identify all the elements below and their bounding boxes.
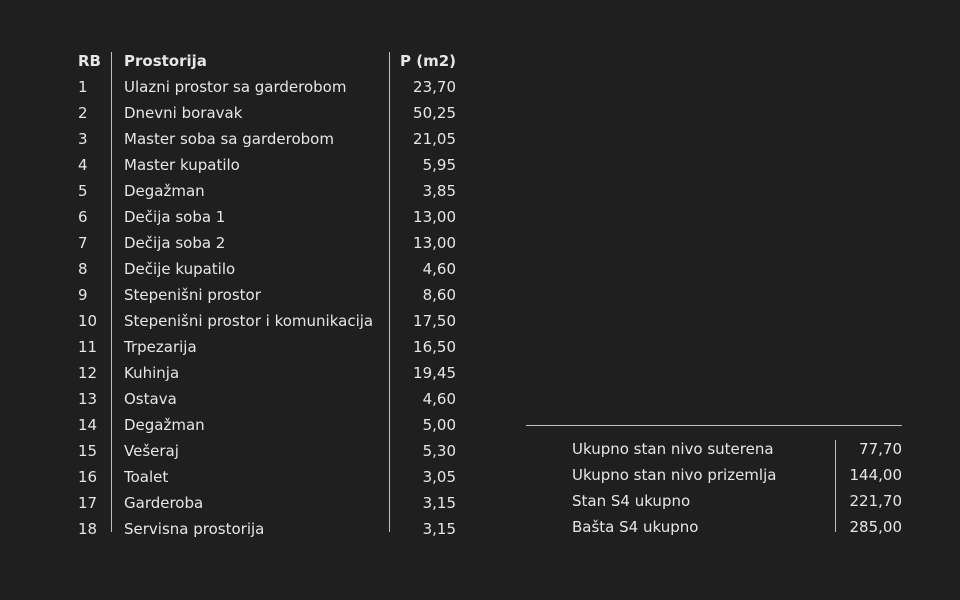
summary-row: [572, 436, 902, 462]
summary-row: [572, 488, 902, 514]
room-name: Vešeraj: [124, 442, 179, 460]
row-number: 1: [78, 78, 88, 96]
summary-row: [572, 462, 902, 488]
row-number: 11: [78, 338, 98, 356]
row-number: 6: [78, 208, 88, 226]
table-row: [78, 464, 456, 490]
room-area: 3,15: [422, 494, 456, 512]
row-number: 4: [78, 156, 88, 174]
room-name: Master kupatilo: [124, 156, 240, 174]
summary-value: 285,00: [849, 518, 902, 536]
table-row: [78, 126, 456, 152]
room-name: Kuhinja: [124, 364, 180, 382]
room-area: 4,60: [422, 260, 456, 278]
room-area: 3,05: [422, 468, 456, 486]
row-number: 3: [78, 130, 88, 148]
room-area: 19,45: [413, 364, 456, 382]
row-number: 18: [78, 520, 98, 538]
room-name: Trpezarija: [124, 338, 197, 356]
rb-column-divider: [111, 52, 112, 532]
table-row: [78, 178, 456, 204]
area-column-divider: [389, 52, 390, 532]
row-number: 5: [78, 182, 88, 200]
table-row: [78, 74, 456, 100]
row-number: 2: [78, 104, 88, 122]
summary-table: [572, 436, 902, 540]
row-number: 13: [78, 390, 98, 408]
room-area: 21,05: [413, 130, 456, 148]
table-row: [78, 204, 456, 230]
summary-label: Ukupno stan nivo suterena: [572, 440, 774, 458]
room-name: Dečija soba 2: [124, 234, 226, 252]
table-row: [78, 230, 456, 256]
summary-value: 144,00: [849, 466, 902, 484]
table-row: [78, 490, 456, 516]
room-name: Dečije kupatilo: [124, 260, 236, 278]
row-number: 9: [78, 286, 88, 304]
row-number: 8: [78, 260, 88, 278]
room-name: Stepenišni prostor i komunikacija: [124, 312, 374, 330]
room-area: 4,60: [422, 390, 456, 408]
room-name: Servisna prostorija: [124, 520, 265, 538]
room-area: 8,60: [422, 286, 456, 304]
header-rb: RB: [78, 52, 101, 70]
row-number: 7: [78, 234, 88, 252]
row-number: 16: [78, 468, 98, 486]
summary-row: [572, 514, 902, 540]
table-row: [78, 100, 456, 126]
summary-rows: [572, 436, 902, 540]
row-number: 17: [78, 494, 98, 512]
row-number: 10: [78, 312, 98, 330]
summary-value: 221,70: [849, 492, 902, 510]
room-rows: [78, 74, 456, 542]
row-number: 14: [78, 416, 98, 434]
room-area: 13,00: [413, 234, 456, 252]
summary-label: Ukupno stan nivo prizemlja: [572, 466, 777, 484]
header-area: P (m2): [400, 52, 456, 70]
room-name: Master soba sa garderobom: [124, 130, 334, 148]
summary-label: Stan S4 ukupno: [572, 492, 691, 510]
room-area: 23,70: [413, 78, 456, 96]
room-name: Garderoba: [124, 494, 204, 512]
room-name: Toalet: [124, 468, 169, 486]
room-area: 17,50: [413, 312, 456, 330]
row-number: 12: [78, 364, 98, 382]
table-row: [78, 386, 456, 412]
table-row: [78, 438, 456, 464]
room-name: Degažman: [124, 416, 205, 434]
room-name: Ostava: [124, 390, 177, 408]
room-name: Degažman: [124, 182, 205, 200]
room-name: Dečija soba 1: [124, 208, 226, 226]
room-area: 3,15: [422, 520, 456, 538]
table-row: [78, 334, 456, 360]
room-name: Dnevni boravak: [124, 104, 243, 122]
row-number: 15: [78, 442, 98, 460]
table-row: [78, 308, 456, 334]
room-area-table: [78, 48, 456, 542]
table-row: [78, 516, 456, 542]
table-row: [78, 282, 456, 308]
header-room: Prostorija: [124, 52, 207, 70]
table-row: [78, 412, 456, 438]
room-area: 5,95: [422, 156, 456, 174]
table-header-row: [78, 48, 456, 74]
room-name: Ulazni prostor sa garderobom: [124, 78, 347, 96]
table-row: [78, 256, 456, 282]
table-row: [78, 152, 456, 178]
room-area: 5,00: [422, 416, 456, 434]
room-area: 16,50: [413, 338, 456, 356]
room-name: Stepenišni prostor: [124, 286, 261, 304]
room-area: 3,85: [422, 182, 456, 200]
table-row: [78, 360, 456, 386]
room-area: 13,00: [413, 208, 456, 226]
summary-value: 77,70: [859, 440, 902, 458]
room-area: 50,25: [413, 104, 456, 122]
room-area: 5,30: [422, 442, 456, 460]
summary-label: Bašta S4 ukupno: [572, 518, 699, 536]
summary-top-rule: [526, 425, 902, 426]
